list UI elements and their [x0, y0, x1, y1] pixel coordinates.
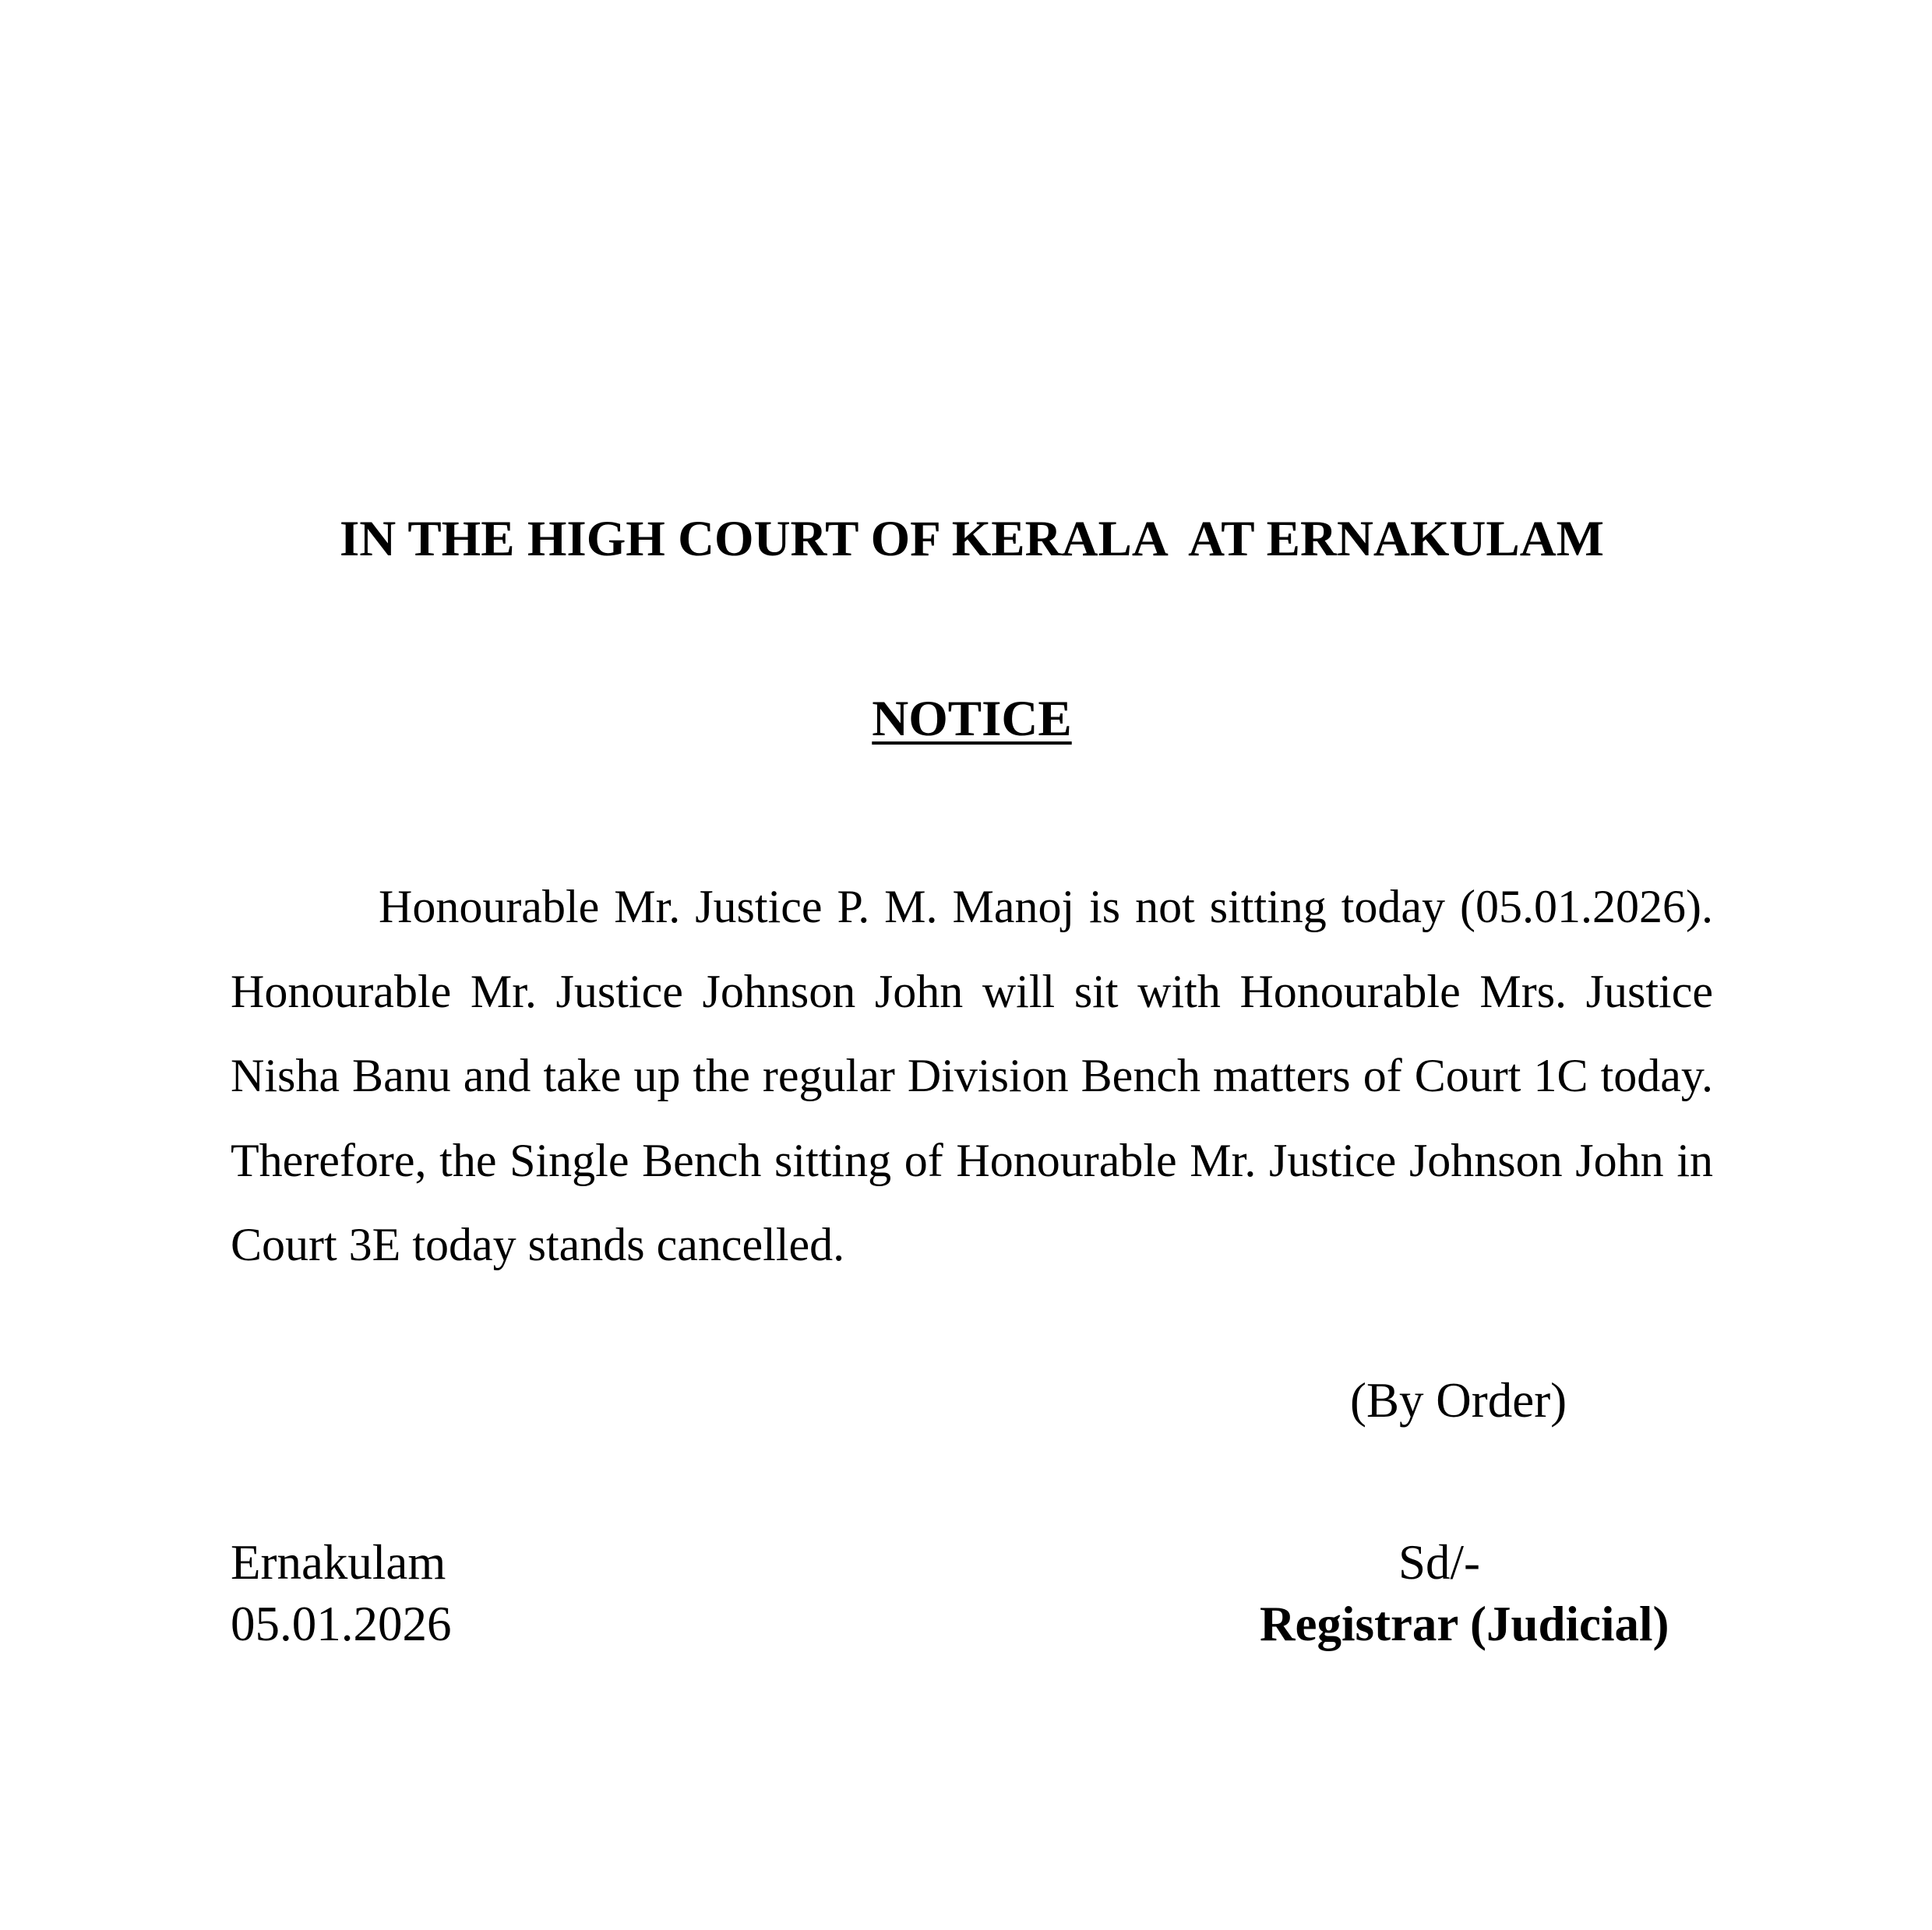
- by-order-text: (By Order): [1350, 1373, 1567, 1428]
- notice-body-paragraph: Honourable Mr. Justice P. M. Manoj is not sitting today (05.01.2026). Honourable Mr. Justice Johnson John will sit with Honourable Mrs. Justice Nisha Banu and take up the regular Division Bench matters of Court 1C today. Therefore, the Single Bench sitting of Honourable Mr. Justice Johnson John in Court 3E today stands cancelled.: [231, 881, 1713, 1270]
- place-text: Ernakulam: [231, 1535, 446, 1590]
- signatory-title: Registrar (Judicial): [1260, 1597, 1669, 1651]
- court-heading: IN THE HIGH COURT OF KERALA AT ERNAKULAM: [340, 511, 1604, 567]
- date-text: 05.01.2026: [231, 1597, 452, 1651]
- notice-title: NOTICE: [872, 691, 1072, 747]
- signature-text: Sd/-: [1398, 1535, 1481, 1590]
